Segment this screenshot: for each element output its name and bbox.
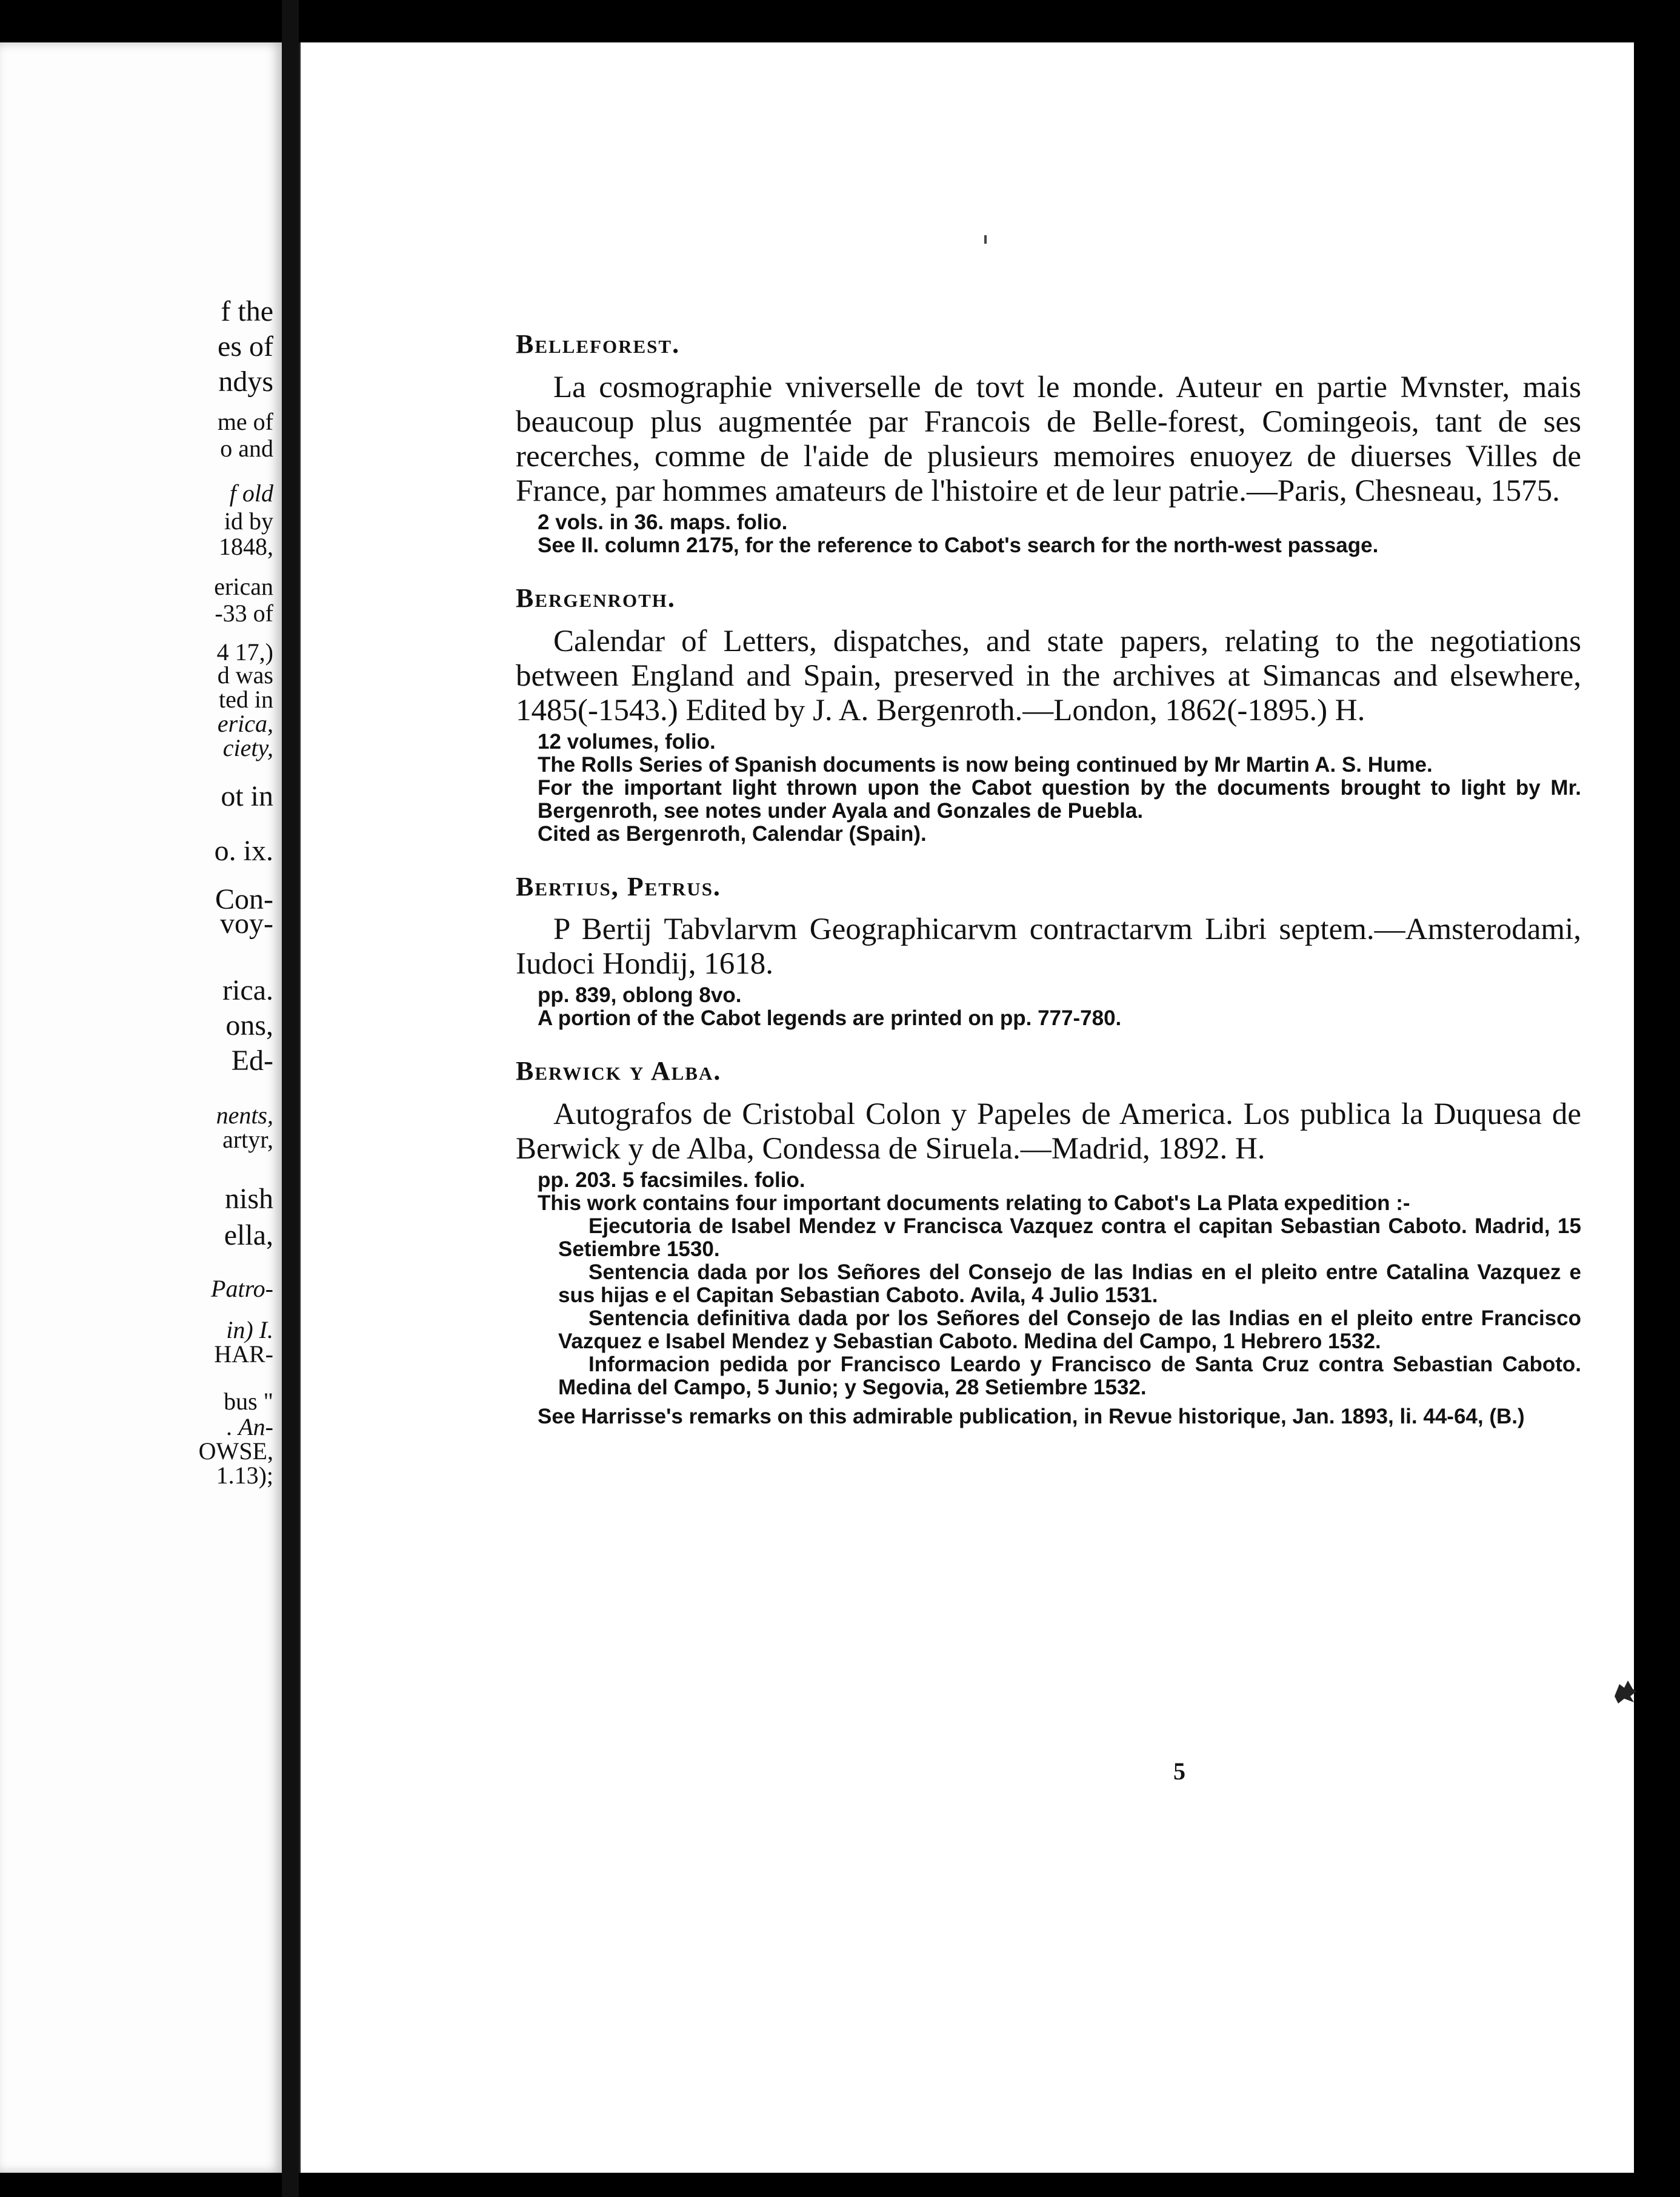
left-page-fragment: 1848, <box>219 533 273 560</box>
left-page-fragment: in) I. <box>226 1316 273 1343</box>
entry-subnote: Sentencia definitiva dada por los Señores del Consejo de las Indias en el pleito entre Francisco Vazquez e Isabel Mendez y Sebastian Caboto. Medina del Campo, 1 Hebrero 1532. <box>558 1306 1581 1354</box>
left-page-fragment: es of <box>218 330 273 363</box>
left-page-fragment: ted in <box>219 686 273 713</box>
left-page-fragment: ot in <box>221 780 273 812</box>
ink-blot-mark <box>1612 1678 1638 1705</box>
entry-title: La cosmographie vniverselle de tovt le monde. Auteur en partie Mvnster, mais beaucoup plus augmentée par Francois de Belle-forest, Comingeois, tant de ses recerches, comme de l'aide de plusieurs memoires enuoyez de diuerses Villes de France, par hommes amateurs de l'histoire et de leur patrie.—Paris, Chesneau, 1575. <box>516 370 1581 508</box>
left-page-fragment: d was <box>217 661 273 689</box>
entry-heading: Bertius, Petrus. <box>516 871 721 901</box>
left-page-fragment: OWSE, <box>198 1437 273 1465</box>
left-page-fragment: id by <box>224 507 273 535</box>
entry-heading: Belleforest. <box>516 329 681 359</box>
entry-note: pp. 203. 5 facsimiles. folio. <box>538 1168 805 1192</box>
entry-note: This work contains four important documents relating to Cabot's La Plata expedition :- <box>538 1191 1410 1216</box>
left-page-fragment: ons, <box>225 1009 273 1042</box>
left-page-fragment: Con- <box>215 883 273 915</box>
page-content <box>516 329 1581 1454</box>
entry-note: The Rolls Series of Spanish documents is now being continued by Mr Martin A. S. Hume. <box>538 752 1433 777</box>
left-page-fragment: Patro- <box>211 1275 273 1302</box>
left-page-fragment: o and <box>220 435 273 462</box>
entry-final-note: See Harrisse's remarks on this admirable publication, in Revue historique, Jan. 1893, li. 44-64, (B.) <box>538 1405 1525 1429</box>
entry-note: 12 volumes, folio. <box>538 729 716 754</box>
entry-berwick <box>516 1055 1581 1428</box>
entry-title: Autografos de Cristobal Colon y Papeles de America. Los publica la Duquesa de Berwick y de Alba, Condessa de Siruela.—Madrid, 1892. H. <box>516 1097 1581 1166</box>
entry-subnote: Sentencia dada por los Señores del Consejo de las Indias en el pleito entre Catalina Vazquez e sus hijas e el Capitan Sebastian Caboto. Avila, 4 Julio 1531. <box>558 1260 1581 1308</box>
left-page-fragment: erican <box>214 573 273 600</box>
entry-belleforest <box>516 329 1581 557</box>
entry-note: Cited as Bergenroth, Calendar (Spain). <box>538 821 927 846</box>
left-page-fragment: Ed- <box>231 1045 273 1077</box>
left-page-fragment: artyr, <box>222 1126 273 1153</box>
entry-title: Calendar of Letters, dispatches, and state papers, relating to the negotiations between England and Spain, preserved in the archives at Simancas and elsewhere, 1485(-1543.) Edited by J. A. Bergenroth.—London, 1862(-1895.) H. <box>516 624 1581 727</box>
left-page-edge <box>0 42 282 2173</box>
left-page-fragment: voy- <box>220 908 273 940</box>
left-page-fragment: me of <box>217 408 273 435</box>
left-page-fragment: ella, <box>224 1219 273 1251</box>
left-page-fragment: ciety, <box>222 734 273 761</box>
left-page-fragment: o. ix. <box>214 835 273 867</box>
entry-subnote: Ejecutoria de Isabel Mendez v Francisca Vazquez contra el capitan Sebastian Caboto. Madrid, 15 Setiembre 1530. <box>558 1214 1581 1262</box>
left-page-fragment: 1.13); <box>216 1462 273 1489</box>
left-page-fragment: bus " <box>224 1388 273 1415</box>
left-page-fragment: f old <box>229 480 273 507</box>
left-page-fragment: nents, <box>216 1102 273 1129</box>
entry-note: A portion of the Cabot legends are printed on pp. 777-780. <box>538 1006 1122 1031</box>
entry-bertius <box>516 871 1581 1031</box>
entry-note: For the important light thrown upon the Cabot question by the documents brought to light by Mr. Bergenroth, see notes under Ayala and Gonzales de Puebla. <box>538 775 1581 823</box>
entry-note: See II. column 2175, for the reference to Cabot's search for the north-west passage. <box>538 533 1379 557</box>
entry-note: pp. 839, oblong 8vo. <box>538 983 742 1008</box>
book-gutter <box>282 0 299 2197</box>
left-page-fragment: erica, <box>217 710 273 737</box>
entry-heading: Berwick y Alba. <box>516 1056 722 1086</box>
entry-heading: Bergenroth. <box>516 583 676 613</box>
entry-title: P Bertij Tabvlarvm Geographicarvm contractarvm Libri septem.—Amsterodami, Iudoci Hondij, 1618. <box>516 912 1581 981</box>
speck-mark <box>984 235 987 244</box>
left-page-fragment: HAR- <box>214 1340 273 1368</box>
left-page-fragment: f the <box>221 295 273 327</box>
left-page-fragment: ndys <box>218 366 273 398</box>
entry-note: 2 vols. in 36. maps. folio. <box>538 510 788 534</box>
left-page-fragment: 4 17,) <box>216 638 273 666</box>
right-page <box>299 42 1634 2173</box>
left-page-fragment: . An- <box>226 1413 273 1440</box>
page-number: 5 <box>1173 1757 1185 1785</box>
left-page-fragment: nish <box>224 1183 273 1215</box>
left-page-fragment: rica. <box>222 974 273 1006</box>
entry-bergenroth <box>516 583 1581 846</box>
entry-subnote: Informacion pedida por Francisco Leardo y Francisco de Santa Cruz contra Sebastian Caboto. Medina del Campo, 5 Junio; y Segovia, 28 Setiembre 1532. <box>558 1353 1581 1400</box>
left-page-fragment: -33 of <box>215 600 273 627</box>
